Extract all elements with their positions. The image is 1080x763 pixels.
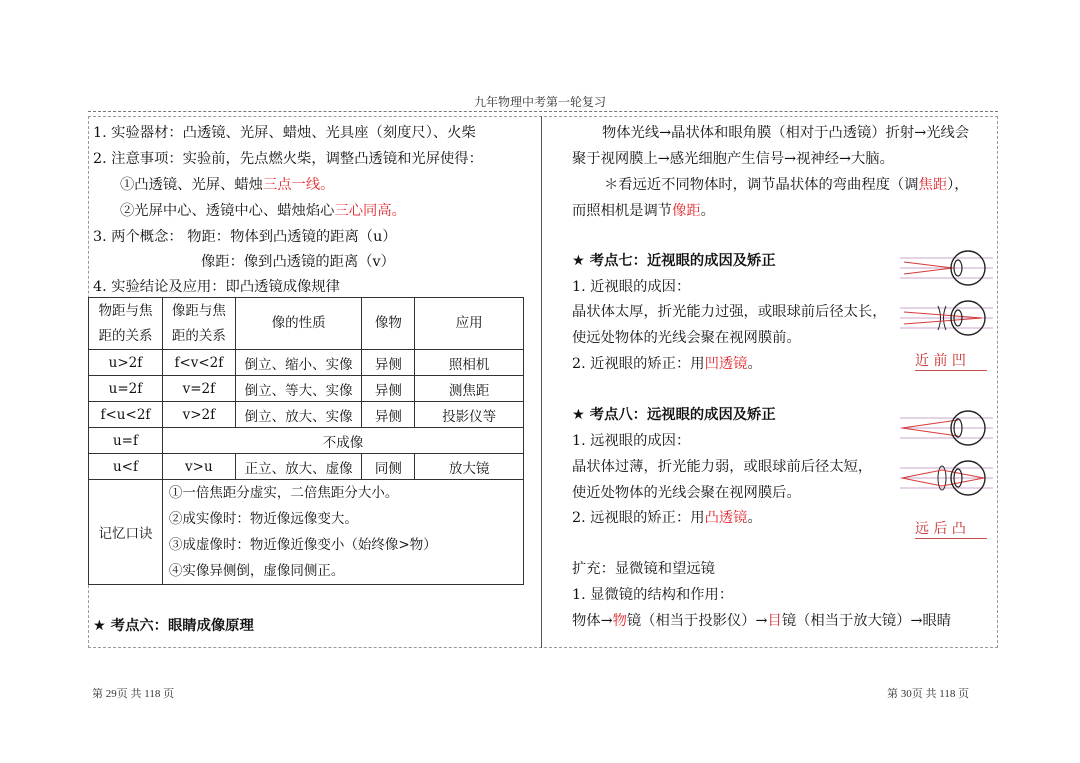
header-side: 像物	[362, 298, 415, 350]
right-line-1: 物体光线→晶状体和眼角膜（相对于凸透镜）折射→光线会	[602, 125, 970, 141]
table-cell: 同侧	[362, 454, 415, 480]
extension-title: 扩充：显微镜和望远镜	[572, 561, 715, 577]
kp8-line-2: 晶状体过薄，折光能力弱，或眼球前后径太短，	[572, 459, 873, 475]
table-cell: 投影仪等	[415, 402, 524, 428]
right-line-3-text: ＊看远近不同物体时，调节晶状体的弯曲程度（调	[604, 177, 919, 193]
left-line-5: 3. 两个概念： 物距：物体到凸透镜的距离（u）	[93, 229, 397, 245]
right-line-4-end: 。	[700, 203, 715, 219]
hyperopia-eye-sketch	[898, 408, 996, 452]
table-cell: 倒立、放大、实像	[235, 402, 362, 428]
section-kp7-title: ★ 考点七：近视眼的成因及矫正	[572, 253, 776, 269]
kp8-line-3: 使近处物体的光线会聚在视网膜后。	[572, 485, 801, 501]
memo-line: ④实像异侧倒，虚像同侧正。	[168, 563, 345, 579]
table-row	[89, 454, 524, 480]
table-cell: 照相机	[415, 350, 524, 376]
table-cell: f<v<2f	[162, 350, 235, 376]
memo-label: 记忆口诀	[89, 480, 163, 585]
footer-page-right: 第 30页 共 118 页	[887, 688, 970, 700]
right-line-2: 聚于视网膜上→感光细胞产生信号→视神经→大脑。	[572, 151, 894, 167]
hyperopia-corrected-eye-sketch	[898, 458, 996, 502]
imaging-rules-table	[88, 297, 524, 585]
table-cell: u=f	[89, 428, 163, 454]
table-cell: u=2f	[89, 376, 163, 402]
table-header-row	[89, 298, 524, 350]
ext-text: 镜（相当于放大镜）→眼睛	[781, 613, 952, 629]
column-divider	[541, 116, 542, 648]
table-row	[89, 376, 524, 402]
left-line-3	[120, 176, 334, 194]
table-cell: v=2f	[162, 376, 235, 402]
kp8-line-1: 1. 远视眼的成因：	[572, 433, 691, 449]
kp8-line-4-text: 2. 远视眼的矫正：用	[572, 510, 705, 526]
extension-line-2	[572, 612, 951, 630]
highlight-focal-length: 焦距	[918, 177, 948, 193]
extension-line-1: 1. 显微镜的结构和作用：	[572, 587, 734, 603]
left-line-2: 2. 注意事项：实验前，先点燃火柴，调整凸透镜和光屏使得：	[93, 151, 483, 167]
table-cell: u>2f	[89, 350, 163, 376]
memo-line: ①一倍焦距分虚实，二倍焦距分大小。	[168, 485, 399, 501]
table-cell: v>u	[162, 454, 235, 480]
highlight-eyepiece: 目	[767, 613, 782, 629]
right-line-3	[604, 176, 969, 194]
table-cell: f<u<2f	[89, 402, 163, 428]
left-line-4-text: ②光屏中心、透镜中心、蜡烛焰心	[120, 203, 335, 219]
kp7-line-3: 使远处物体的光线会聚在视网膜前。	[572, 330, 801, 346]
ext-text: 镜（相当于投影仪）→	[626, 613, 768, 629]
left-line-6: 像距：像到凸透镜的距离（v）	[201, 254, 395, 270]
highlight-image-distance: 像距	[672, 203, 701, 219]
footer-page-left: 第 29页 共 118 页	[92, 688, 175, 700]
left-line-4	[120, 202, 406, 220]
kp7-line-2: 晶状体太厚，折光能力过强，或眼球前后径太长，	[572, 304, 887, 320]
kp8-line-4	[572, 509, 762, 527]
left-line-7: 4. 实验结论及应用：即凸透镜成像规律	[93, 279, 340, 295]
header-application: 应用	[415, 298, 524, 350]
memo-line: ②成实像时：物近像远像变大。	[168, 511, 358, 527]
memo-line: ③成虚像时：物近像近像变小（始终像>物）	[168, 537, 437, 553]
handwritten-note-hyperopia: 远 后 凸	[915, 518, 987, 539]
section-kp6-title: ★ 考点六：眼睛成像原理	[93, 618, 254, 634]
memo-body	[162, 480, 523, 585]
table-cell: 倒立、缩小、实像	[235, 350, 362, 376]
table-cell: 异侧	[362, 350, 415, 376]
left-line-3-text: ①凸透镜、光屏、蜡烛	[120, 177, 263, 193]
header-image-distance: 像距与焦 距的关系	[162, 298, 235, 350]
highlight-objective: 物	[612, 613, 627, 629]
table-row	[89, 402, 524, 428]
highlight-concave-lens: 凹透镜	[704, 356, 748, 372]
table-cell: 异侧	[362, 402, 415, 428]
table-cell: u<f	[89, 454, 163, 480]
handwritten-note-myopia: 近 前 凹	[915, 350, 987, 371]
table-cell: 倒立、等大、实像	[235, 376, 362, 402]
table-cell: v>2f	[162, 402, 235, 428]
right-line-3-end: ），	[947, 177, 969, 193]
table-row	[89, 350, 524, 376]
header-rule	[88, 111, 998, 112]
section-kp8-title: ★ 考点八：远视眼的成因及矫正	[572, 407, 776, 423]
highlight-convex-lens: 凸透镜	[704, 510, 748, 526]
header-image-nature: 像的性质	[235, 298, 362, 350]
header-object-distance: 物距与焦 距的关系	[89, 298, 163, 350]
right-line-4-text: 而照相机是调节	[572, 203, 673, 219]
kp7-line-4-text: 2. 近视眼的矫正：用	[572, 356, 705, 372]
page-header-title: 九年物理中考第一轮复习	[473, 95, 606, 109]
table-cell: 正立、放大、虚像	[235, 454, 362, 480]
kp8-line-4-end: 。	[747, 510, 762, 526]
myopia-corrected-eye-sketch	[898, 298, 996, 342]
ext-text: 物体→	[572, 613, 613, 629]
table-cell: 异侧	[362, 376, 415, 402]
table-cell-no-image: 不成像	[162, 428, 523, 454]
highlight-three-points: 三点一线。	[262, 177, 335, 193]
kp7-line-1: 1. 近视眼的成因：	[572, 279, 691, 295]
table-row	[89, 428, 524, 454]
kp7-line-4-end: 。	[747, 356, 762, 372]
myopia-eye-sketch	[898, 248, 996, 292]
right-line-4	[572, 202, 715, 220]
left-line-1: 1. 实验器材：凸透镜、光屏、蜡烛、光具座（刻度尺）、火柴	[93, 125, 476, 141]
kp7-line-4	[572, 355, 762, 373]
highlight-three-centers: 三心同高。	[334, 203, 406, 219]
table-cell: 放大镜	[415, 454, 524, 480]
memo-row	[89, 480, 524, 585]
table-cell: 测焦距	[415, 376, 524, 402]
